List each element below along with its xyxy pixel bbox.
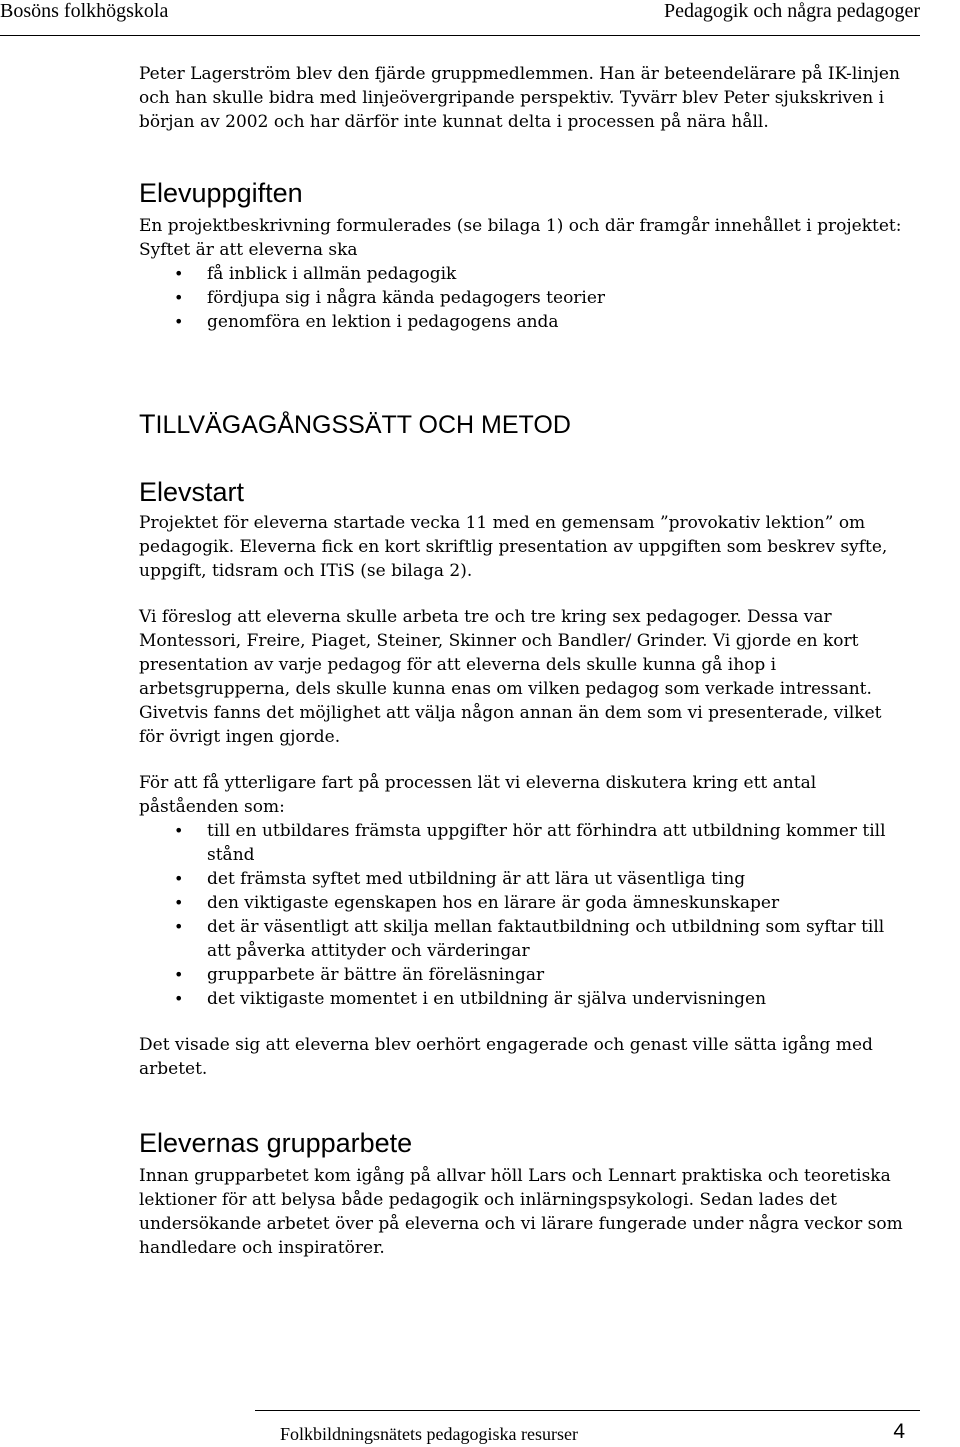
elevstart-paragraph-1: Projektet för eleverna startade vecka 11 med en gemensam ”provokativ lektion” om pedagogik. Eleverna fick en kort skriftlig presentation av uppgiften som beskrev syfte, uppgift, tidsram och ITiS (se bilaga 2). xyxy=(139,513,888,581)
list-item: • till en utbildares främsta uppgifter hör att förhindra att utbildning kommer till stånd xyxy=(139,819,909,867)
footer-rule xyxy=(255,1410,920,1411)
page-number: 4 xyxy=(893,1420,905,1443)
elevstart-paragraph-2: Vi föreslog att eleverna skulle arbeta tre och tre kring sex pedagoger. Dessa var Montessori, Freire, Piaget, Steiner, Skinner och Bandler/ Grinder. Vi gjorde en kort presentation av varje pedagog för att eleverna dels skulle kunna gå ihop i arbetsgrupperna, dels skulle kunna enas om vilken pedagog som verkade intressant. Givetvis fanns det möjlighet att välja någon annan än dem som vi presenterade, vilket för övrigt ingen gjorde. xyxy=(139,607,882,747)
page-header xyxy=(0,0,960,40)
statements-bullet-list xyxy=(139,819,909,1011)
heading-elevuppgiften: Elevuppgiften xyxy=(139,178,303,208)
intro-paragraph: Peter Lagerström blev den fjärde gruppmedlemmen. Han är beteendelärare på IK-linjen och han skulle bidra med linjeövergripande perspektiv. Tyvärr blev Peter sjukskriven i början av 2002 och har därför inte kunnat delta i processen på nära håll. xyxy=(139,64,900,132)
section-title-initial: T xyxy=(139,409,156,439)
spacer xyxy=(139,583,909,605)
list-item: • genomföra en lektion i pedagogens anda xyxy=(139,310,909,334)
list-item: • det är väsentligt att skilja mellan faktautbildning och utbildning som syftar till att påverka attityder och värderingar xyxy=(139,915,909,963)
elevstart-paragraph-3: För att få ytterligare fart på processen lät vi eleverna diskutera kring ett antal påståenden som: xyxy=(139,773,817,817)
section-title-rest: ILLVÄGAGÅNGSSÄTT OCH METOD xyxy=(155,411,571,439)
section-title xyxy=(139,408,909,441)
spacer xyxy=(139,334,909,408)
spacer xyxy=(139,1081,909,1127)
document-body xyxy=(139,62,909,1260)
spacer xyxy=(139,134,909,177)
list-item: • få inblick i allmän pedagogik xyxy=(139,262,909,286)
page-footer xyxy=(0,1410,960,1447)
spacer xyxy=(139,441,909,476)
list-item: • det viktigaste momentet i en utbildning är själva undervisningen xyxy=(139,987,909,1011)
header-rule xyxy=(0,35,920,36)
header-document-title: Pedagogik och några pedagoger xyxy=(663,0,920,22)
list-item: • den viktigaste egenskapen hos en lärare är goda ämneskunskaper xyxy=(139,891,909,915)
heading-elevstart: Elevstart xyxy=(139,477,245,507)
elevstart-paragraph-4: Det visade sig att eleverna blev oerhört engagerade och genast ville sätta igång med arbetet. xyxy=(139,1035,873,1079)
spacer xyxy=(139,1011,909,1033)
elevuppgiften-purpose: Syftet är att eleverna ska xyxy=(139,240,358,260)
header-school-name: Bosöns folkhögskola xyxy=(0,0,169,22)
heading-elevernas-grupparbete: Elevernas grupparbete xyxy=(139,1128,413,1158)
list-item: • fördjupa sig i några kända pedagogers teorier xyxy=(139,286,909,310)
elevuppgiften-text: En projektbeskrivning formulerades (se bilaga 1) och där framgår innehållet i projektet: xyxy=(139,216,902,236)
grupparbete-paragraph: Innan grupparbetet kom igång på allvar höll Lars och Lennart praktiska och teoretiska lektioner för att belysa både pedagogik och inlärningspsykologi. Sedan lades det undersökande arbetet över på eleverna och vi lärare fungerade under några veckor som handledare och inspiratörer. xyxy=(139,1166,903,1258)
spacer xyxy=(139,749,909,771)
elevuppgiften-bullet-list xyxy=(139,262,909,334)
list-item: • det främsta syftet med utbildning är att lära ut väsentliga ting xyxy=(139,867,909,891)
list-item: • grupparbete är bättre än föreläsningar xyxy=(139,963,909,987)
footer-text: Folkbildningsnätets pedagogiska resurser xyxy=(280,1424,578,1444)
